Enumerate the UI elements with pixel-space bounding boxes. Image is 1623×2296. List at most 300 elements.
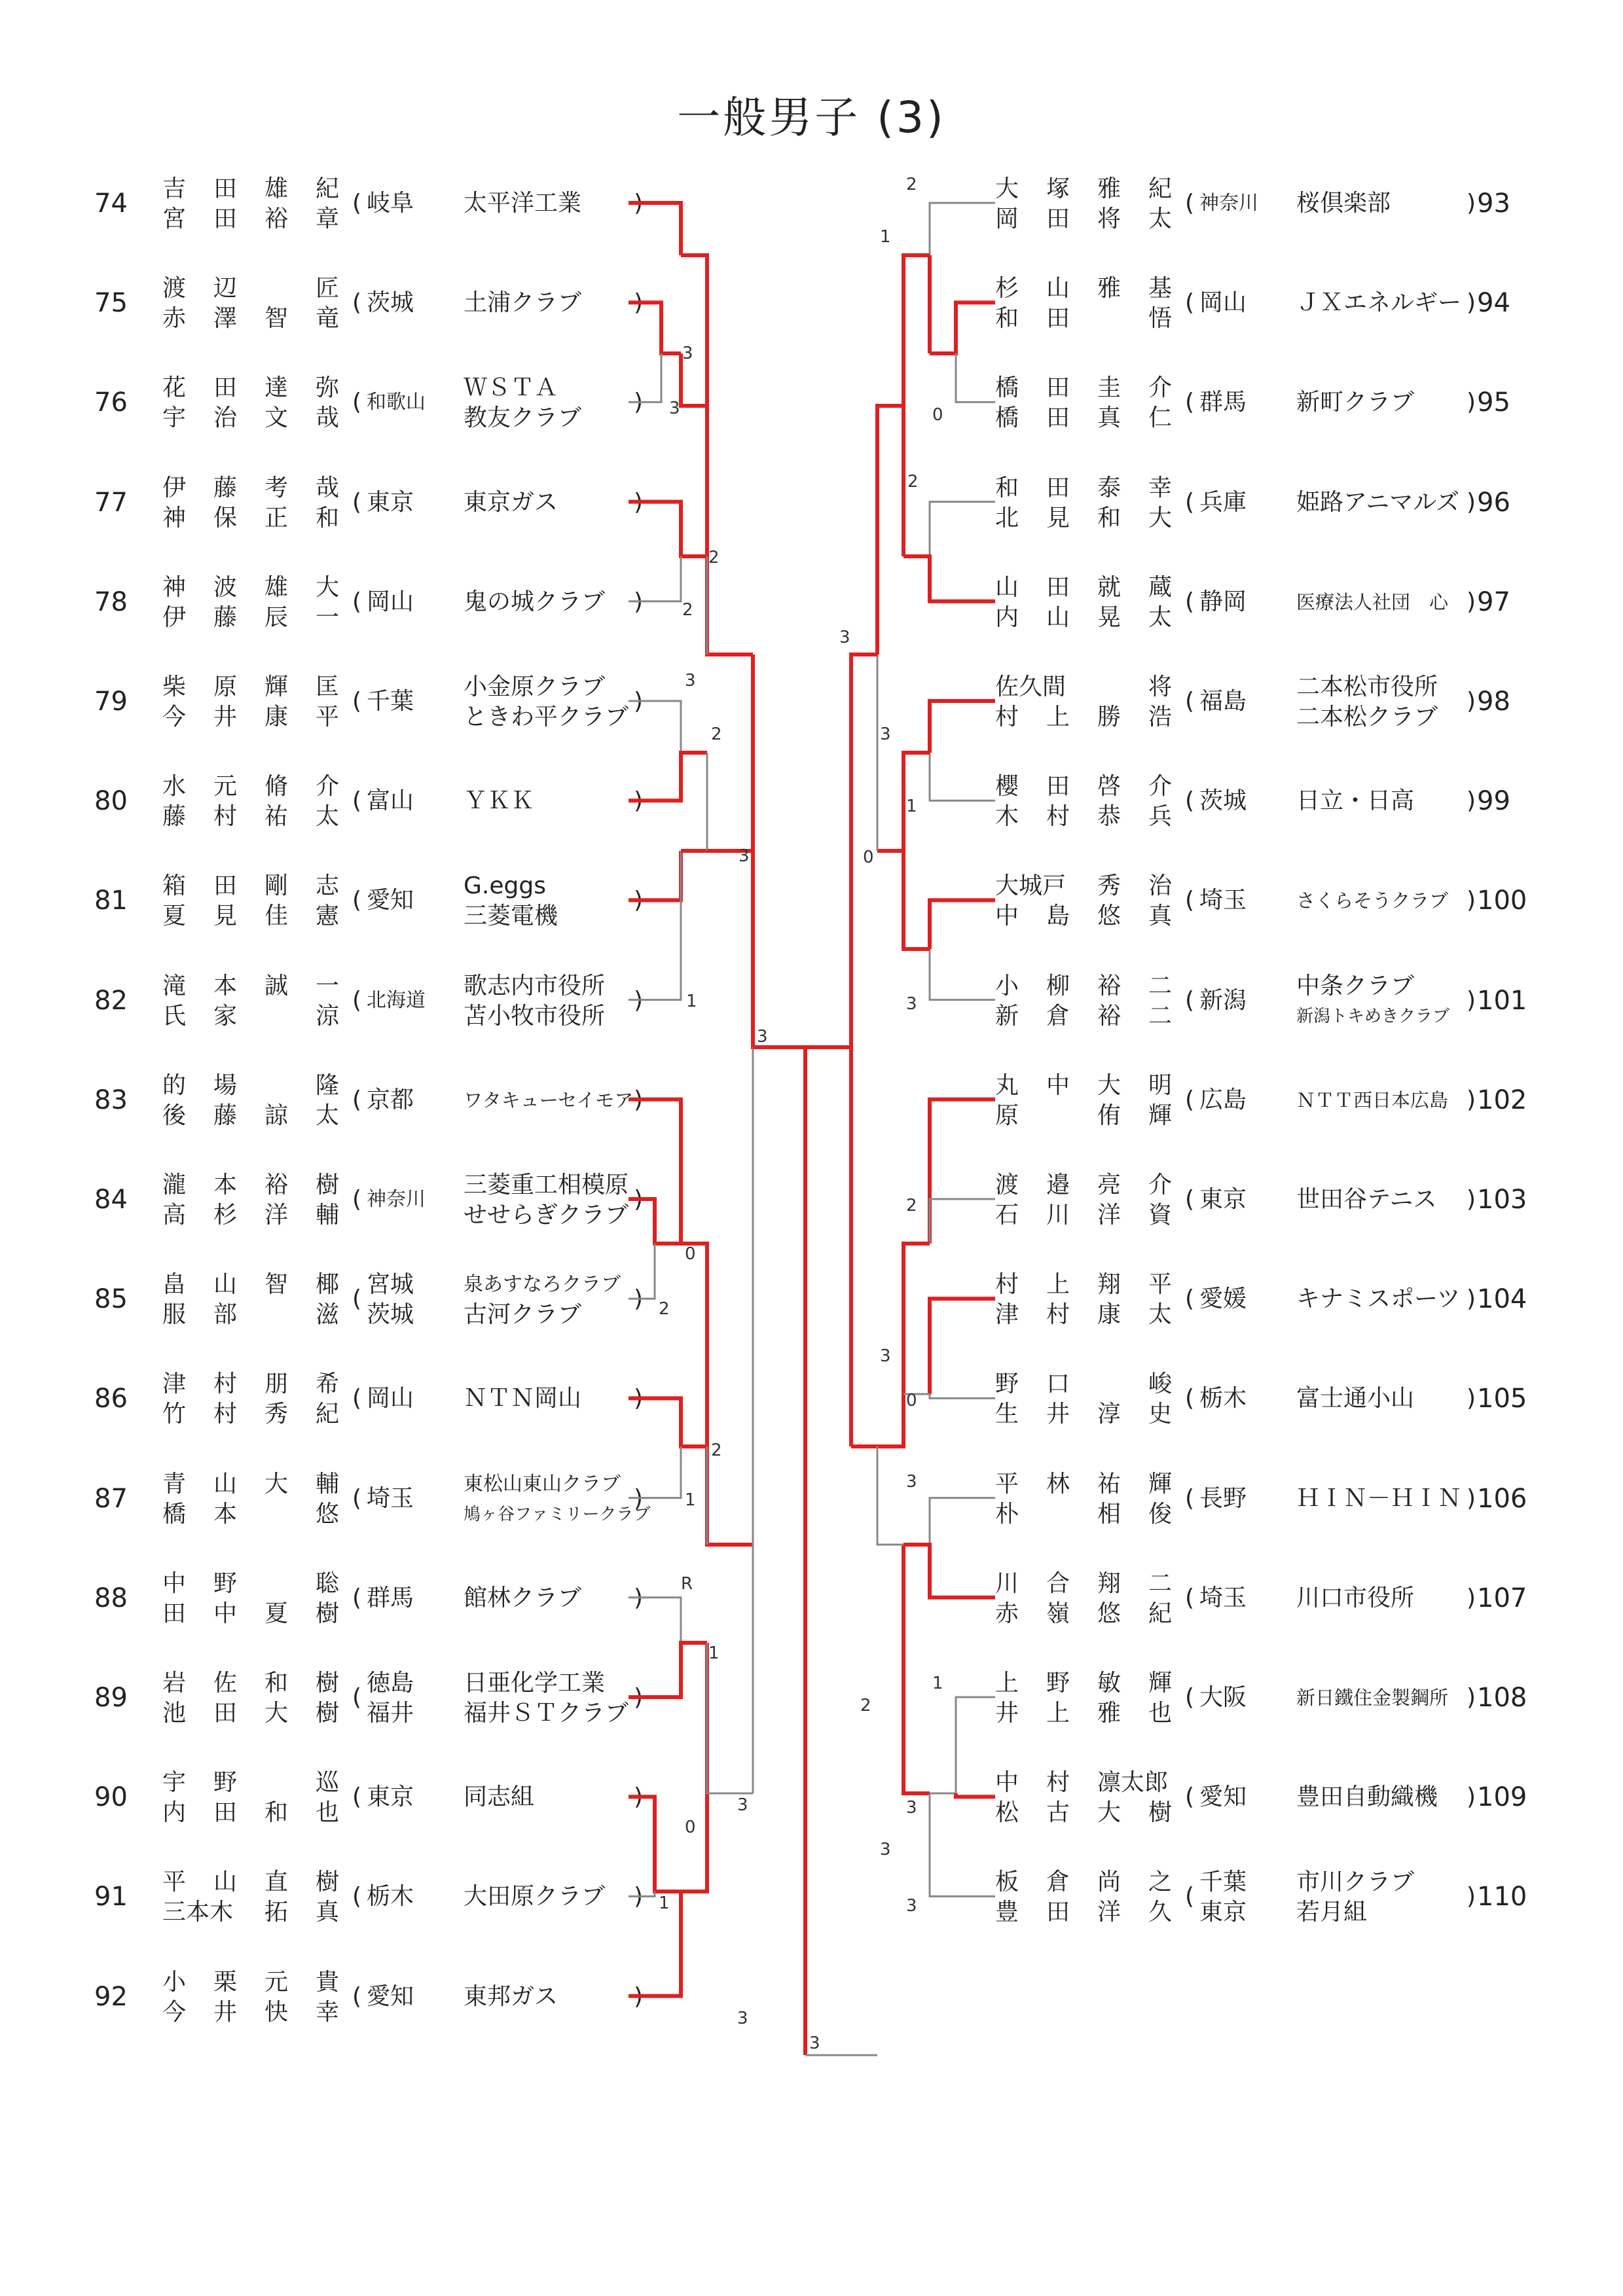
player-name-char: 山 (995, 573, 1019, 601)
player-name-char: 哉 (316, 404, 340, 432)
player-name-char: 涼 (316, 1002, 340, 1030)
club-name: さくらそうクラブ (1296, 889, 1449, 912)
paren-close-glyph: ) (1467, 1883, 1476, 1910)
player-name-char: 輝 (1148, 1102, 1173, 1129)
player-name-char: 蔵 (1148, 573, 1173, 601)
player-name-char: 樹 (316, 1600, 340, 1627)
score-label: 1 (932, 1674, 943, 1693)
player-name-char: 祐 (1097, 1470, 1122, 1498)
player-name-char: 勝 (1097, 704, 1122, 730)
entry-number: 93 (1477, 188, 1510, 219)
paren-close-glyph: ) (634, 1484, 644, 1512)
player-name-char: 上 (1046, 704, 1070, 730)
player-name-char: 基 (1148, 275, 1173, 302)
player-name-char: 紀 (316, 1401, 340, 1428)
player-name-char: 智 (264, 305, 289, 332)
player-name-char: 真 (1097, 404, 1122, 432)
paren-close-glyph: ) (634, 1086, 644, 1113)
paren-open-glyph: ( (1185, 787, 1195, 815)
paren-close-glyph: ) (1467, 887, 1476, 914)
bracket-line (629, 502, 707, 556)
player-name-char: 雅 (1097, 275, 1122, 302)
player-name-char: 上 (1046, 1700, 1070, 1727)
player-name-char: 康 (1097, 1301, 1122, 1329)
player-name-char: 伊 (162, 603, 187, 631)
player-name-char: 田 (1046, 773, 1070, 800)
score-label: 2 (659, 1299, 670, 1319)
player-name-char: 雅 (1097, 1700, 1122, 1727)
paren-close-glyph: ) (634, 787, 644, 815)
score-label: 3 (739, 846, 750, 866)
player-name-char: 辰 (264, 603, 289, 631)
player-name-char: 合 (1046, 1570, 1070, 1597)
player-name-char: 紀 (316, 175, 340, 202)
score-label: 1 (685, 1490, 696, 1510)
entry-number: 102 (1477, 1085, 1527, 1115)
final-line (805, 1047, 851, 1446)
player-name-char: 小 (162, 1968, 187, 1996)
player-name-char: 雄 (264, 175, 289, 202)
prefecture: 北海道 (367, 988, 426, 1012)
prefecture: 長野 (1199, 1484, 1247, 1512)
player-name-char: 野 (995, 1371, 1019, 1398)
player-name-char: 佐久間 (995, 673, 1067, 700)
prefecture: 富山 (367, 787, 414, 815)
player-name-char: 田 (213, 1700, 238, 1727)
player-name-char: 章 (316, 206, 340, 232)
player-name-char: 治 (213, 404, 238, 432)
player-name-char: 大 (264, 1470, 289, 1498)
paren-close-glyph: ) (1467, 1584, 1476, 1611)
paren-close-glyph: ) (634, 1982, 644, 2010)
paren-open-glyph: ( (352, 1584, 362, 1611)
bracket-line (629, 753, 707, 800)
player-name-char: 匡 (316, 673, 340, 700)
player-name-char: 内 (995, 603, 1019, 631)
player-name-char: 和 (264, 1670, 289, 1696)
player-name-char: 橋 (162, 1500, 187, 1528)
prefecture: 福井 (367, 1700, 414, 1727)
player-name-char: 田 (213, 1799, 238, 1827)
player-name-char: 太 (1148, 206, 1173, 232)
player-name-char: 之 (1148, 1869, 1173, 1896)
club-name: 中条クラブ (1296, 972, 1415, 999)
player-name-char: 俊 (1148, 1500, 1173, 1528)
player-name-char: 裕 (264, 1172, 289, 1198)
player-name-char: 佐 (213, 1670, 238, 1696)
player-name-char: 村 (213, 1401, 238, 1428)
player-name-char: 史 (1148, 1401, 1173, 1428)
player-name-char: 今 (162, 1998, 187, 2026)
score-label: 3 (906, 1798, 917, 1818)
paren-close-glyph: ) (634, 688, 644, 715)
player-name-char: 生 (995, 1401, 1019, 1428)
player-name-char: 村 (1046, 1769, 1070, 1797)
paren-open-glyph: ( (352, 887, 362, 914)
player-name-char: 櫻 (995, 773, 1019, 800)
bracket-line (629, 353, 661, 402)
player-name-char: 太 (1148, 1301, 1173, 1329)
player-name-char: 脩 (264, 773, 289, 800)
player-name-char: 藤 (213, 1102, 238, 1129)
entry-number: 80 (94, 786, 128, 817)
player-name-char: 洋 (1097, 1202, 1122, 1229)
player-name-char: 元 (213, 773, 238, 800)
bracket-line (629, 701, 681, 753)
player-name-char: 井 (213, 1998, 238, 2026)
player-name-char: 大 (316, 573, 340, 601)
player-name-char: 丸 (995, 1071, 1019, 1099)
club-name: 三菱電機 (464, 903, 558, 930)
paren-open-glyph: ( (352, 1086, 362, 1113)
club-name: 同志組 (464, 1784, 535, 1811)
player-name-char: 古 (1046, 1799, 1070, 1827)
club-name: 富士通小山 (1296, 1385, 1415, 1412)
entry-number: 77 (94, 487, 128, 518)
player-name-char: 椰 (316, 1271, 340, 1299)
player-name-char: 文 (264, 404, 289, 432)
player-name-char: 倉 (1046, 1002, 1070, 1030)
bracket-line (629, 1892, 655, 1896)
score-label: 2 (906, 1196, 917, 1215)
player-name-char: 赤 (995, 1600, 1019, 1627)
player-name-char: 柴 (162, 673, 187, 700)
club-name: 太平洋工業 (464, 190, 582, 217)
player-name-char: 淳 (1097, 1401, 1122, 1428)
player-name-char: 洋 (1097, 1899, 1122, 1926)
player-name-char: 輝 (1148, 1470, 1173, 1498)
player-name-char: 剛 (264, 872, 289, 900)
paren-open-glyph: ( (352, 190, 362, 217)
bracket-line (877, 1244, 930, 1446)
player-name-char: 山 (1046, 275, 1070, 302)
score-label: 0 (685, 1818, 696, 1837)
paren-close-glyph: ) (1467, 190, 1476, 217)
bracket-line (930, 701, 995, 753)
player-name-char: 浩 (1148, 704, 1173, 730)
score-label: 2 (711, 1441, 722, 1460)
paren-open-glyph: ( (1185, 588, 1195, 615)
entry-number: 86 (94, 1384, 128, 1414)
player-name-char: 山 (1046, 603, 1070, 631)
player-name-char: 竜 (316, 305, 340, 332)
player-name-char: 夏 (264, 1600, 289, 1627)
player-name-char: 大城戸 (995, 872, 1067, 900)
club-name: 古河クラブ (464, 1301, 582, 1329)
player-name-char: 花 (162, 374, 187, 402)
player-name-char: 田 (1046, 374, 1070, 402)
player-name-char: 泰 (1097, 474, 1122, 501)
player-name-char: 田 (1046, 305, 1070, 332)
player-name-char: 波 (213, 573, 238, 601)
club-name: 館林クラブ (464, 1584, 582, 1611)
paren-close-glyph: ) (1467, 688, 1476, 715)
bracket-line (903, 255, 930, 556)
club-name: キナミスポーツ (1296, 1285, 1461, 1313)
paren-close-glyph: ) (634, 1883, 644, 1910)
player-name-char: 今 (162, 704, 187, 730)
paren-close-glyph: ) (634, 986, 644, 1014)
player-name-char: 水 (162, 773, 187, 800)
final-score-label: 3 (809, 2034, 820, 2053)
prefecture: 岡山 (367, 1385, 414, 1412)
player-name-char: 田 (1046, 1899, 1070, 1926)
player-name-char: 山 (213, 1470, 238, 1498)
paren-close-glyph: ) (1467, 1684, 1476, 1711)
paren-close-glyph: ) (634, 1186, 644, 1213)
player-name-char: 誠 (264, 972, 289, 999)
player-name-char: 翔 (1097, 1271, 1122, 1299)
paren-open-glyph: ( (352, 1883, 362, 1910)
entry-number: 98 (1477, 687, 1510, 717)
player-name-char: 野 (213, 1769, 238, 1797)
entry-number: 75 (94, 288, 128, 319)
player-name-char: 太 (1148, 603, 1173, 631)
player-name-char: 宮 (162, 206, 187, 232)
club-name: ＪＸエネルギー (1296, 289, 1462, 317)
player-name-char: 本 (213, 1172, 238, 1198)
prefecture: 栃木 (367, 1883, 414, 1910)
entry-number: 104 (1477, 1284, 1527, 1315)
player-name-char: 三本木 (162, 1899, 234, 1926)
prefecture: 茨城 (367, 289, 414, 317)
paren-open-glyph: ( (1185, 389, 1195, 416)
player-name-char: 和 (316, 504, 340, 531)
entry-number: 109 (1477, 1782, 1527, 1813)
player-name-char: 橋 (995, 404, 1019, 432)
prefecture: 福島 (1199, 688, 1247, 715)
player-name-char: 塚 (1046, 175, 1070, 202)
player-name-char: 本 (213, 1500, 238, 1528)
player-name-char: 将 (1097, 206, 1122, 232)
club-name: 新町クラブ (1296, 389, 1415, 416)
bracket-line (629, 556, 681, 601)
player-name-char: 諒 (264, 1102, 289, 1129)
prefecture: 兵庫 (1199, 488, 1247, 516)
entry-number: 74 (94, 188, 128, 219)
player-name-char: 上 (995, 1670, 1019, 1696)
player-name-char: 資 (1148, 1202, 1173, 1229)
club-name: 桜倶楽部 (1296, 190, 1391, 217)
player-name-char: 小 (995, 972, 1019, 999)
paren-open-glyph: ( (352, 1684, 362, 1711)
player-name-char: 村 (213, 1371, 238, 1398)
paren-open-glyph: ( (1185, 688, 1195, 715)
entry-number: 108 (1477, 1683, 1527, 1713)
paren-open-glyph: ( (352, 389, 362, 416)
player-name-char: 田 (162, 1600, 187, 1627)
player-name-char: 巡 (316, 1769, 340, 1797)
player-name-char: 中 (995, 1769, 1019, 1797)
paren-close-glyph: ) (1467, 1086, 1476, 1113)
bracket-line (629, 1244, 655, 1299)
prefecture: 岡山 (367, 588, 414, 615)
player-name-char: 悠 (316, 1500, 340, 1528)
club-name: 鳩ヶ谷ファミリークラブ (464, 1504, 651, 1524)
player-name-char: 太 (316, 803, 340, 831)
club-name: 世田谷テニス (1296, 1186, 1437, 1213)
entry-number: 103 (1477, 1185, 1527, 1215)
player-name-char: 内 (162, 1799, 187, 1827)
player-name-char: 中 (162, 1570, 187, 1597)
paren-close-glyph: ) (634, 887, 644, 914)
prefecture: 埼玉 (1199, 1584, 1247, 1611)
club-name: 姫路アニマルズ (1296, 488, 1460, 516)
prefecture: 新潟 (1199, 986, 1247, 1014)
prefecture: 神奈川 (1199, 192, 1258, 215)
bracket-line (930, 949, 995, 1000)
bracket-line (930, 502, 995, 556)
entry-number: 105 (1477, 1384, 1527, 1414)
player-name-char: 平 (995, 1470, 1019, 1498)
paren-open-glyph: ( (352, 588, 362, 615)
player-name-char: 吉 (162, 175, 187, 202)
paren-open-glyph: ( (1185, 488, 1195, 516)
entry-number: 84 (94, 1185, 128, 1215)
score-label: 1 (708, 1643, 720, 1663)
prefecture: 茨城 (1199, 787, 1247, 815)
club-name: 苫小牧市役所 (464, 1002, 606, 1030)
club-name: ときわ平クラブ (464, 704, 629, 730)
paren-close-glyph: ) (1467, 588, 1476, 615)
player-name-char: 林 (1046, 1470, 1070, 1498)
player-name-char: 真 (316, 1899, 340, 1926)
player-name-char: 幸 (1148, 474, 1173, 501)
player-name-char: 樹 (316, 1700, 340, 1727)
bracket-line (629, 1797, 681, 1892)
paren-close-glyph: ) (1467, 1186, 1476, 1213)
player-name-char: 幸 (316, 1998, 340, 2026)
player-name-char: 太 (316, 1102, 340, 1129)
score-label: 0 (906, 1391, 917, 1410)
player-name-char: 杉 (213, 1202, 238, 1229)
score-label: 1 (686, 992, 697, 1011)
player-name-char: 石 (995, 1202, 1019, 1229)
prefecture: 宮城 (367, 1271, 414, 1299)
bracket-line (930, 1100, 995, 1244)
player-name-char: 裕 (264, 206, 289, 232)
player-name-char: 大 (995, 175, 1019, 202)
entry-number: 100 (1477, 886, 1527, 916)
club-name: 医療法人社団 心 (1296, 590, 1449, 613)
player-name-char: 相 (1097, 1500, 1122, 1528)
player-name-char: 樹 (316, 1670, 340, 1696)
prefecture: 千葉 (1199, 1869, 1247, 1896)
score-label: 3 (906, 1896, 917, 1916)
player-name-char: 兵 (1148, 803, 1173, 831)
bracket-line (930, 753, 995, 800)
prefecture: 徳島 (367, 1670, 414, 1696)
entry-number: 91 (94, 1882, 128, 1912)
bracket-line (629, 1398, 707, 1446)
bracket-line (930, 1299, 995, 1394)
player-name-char: 見 (1046, 504, 1070, 531)
player-name-char: 朋 (264, 1371, 289, 1398)
prefecture: 愛知 (1199, 1784, 1247, 1811)
club-name: 土浦クラブ (464, 289, 582, 317)
paren-close-glyph: ) (634, 1285, 644, 1313)
player-name-char: 也 (1148, 1700, 1173, 1727)
player-name-char: 瀧 (162, 1172, 187, 1198)
prefecture: 京都 (367, 1086, 414, 1113)
club-name: G.eggs (464, 872, 546, 900)
bracket-line (877, 753, 930, 851)
player-name-char: 田 (213, 206, 238, 232)
player-name-char: 田 (213, 872, 238, 900)
bracket-line (629, 1892, 681, 1996)
bracket-line (629, 203, 681, 255)
club-name: 教友クラブ (464, 404, 582, 432)
score-label: 2 (907, 472, 919, 492)
player-name-char: 場 (213, 1071, 238, 1099)
paren-close-glyph: ) (634, 588, 644, 615)
player-name-char: 畠 (162, 1271, 187, 1299)
score-label: 0 (685, 1244, 696, 1264)
paren-open-glyph: ( (1185, 1684, 1195, 1711)
player-name-char: 平 (162, 1869, 187, 1896)
player-name-char: 介 (1148, 1172, 1173, 1198)
prefecture: 神奈川 (367, 1188, 426, 1211)
player-name-char: 見 (213, 903, 238, 930)
club-name: 二本松クラブ (1296, 704, 1438, 730)
player-name-char: 岩 (162, 1670, 187, 1696)
player-name-char: 渡 (162, 275, 187, 302)
entry-number: 81 (94, 886, 128, 916)
prefecture: 東京 (1199, 1899, 1247, 1926)
player-name-char: 達 (264, 374, 289, 402)
player-name-char: 弥 (316, 374, 340, 402)
paren-open-glyph: ( (352, 1385, 362, 1412)
paren-close-glyph: ) (1467, 1484, 1476, 1512)
prefecture: 群馬 (367, 1584, 414, 1611)
player-name-char: 紀 (1148, 1600, 1173, 1627)
club-name: ＮＴＴ西日本広島 (1296, 1088, 1449, 1111)
player-name-char: 田 (1046, 404, 1070, 432)
paren-open-glyph: ( (352, 986, 362, 1014)
player-name-char: 志 (316, 872, 340, 900)
player-name-char: 柳 (1046, 972, 1070, 999)
player-name-char: 久 (1148, 1899, 1173, 1926)
club-name: 日亜化学工業 (464, 1670, 606, 1696)
score-label: 0 (932, 405, 943, 425)
player-name-char: 雄 (264, 573, 289, 601)
player-name-char: 中 (1046, 1071, 1070, 1099)
player-name-char: 哉 (316, 474, 340, 501)
entry-number: 89 (94, 1683, 128, 1713)
player-name-char: 山 (213, 1271, 238, 1299)
entry-number: 96 (1477, 487, 1510, 518)
player-name-char: 佳 (264, 903, 289, 930)
player-name-char: 快 (264, 1998, 289, 2026)
player-name-char: 夏 (162, 903, 187, 930)
paren-open-glyph: ( (352, 1484, 362, 1512)
bracket-line (707, 655, 753, 851)
entry-number: 79 (94, 687, 128, 717)
entry-number: 88 (94, 1583, 128, 1613)
player-name-char: 赤 (162, 305, 187, 332)
club-name: 豊田自動織機 (1296, 1784, 1438, 1811)
player-name-char: 樹 (1148, 1799, 1173, 1827)
paren-open-glyph: ( (1185, 986, 1195, 1014)
player-name-char: 池 (162, 1700, 187, 1727)
entry-number: 97 (1477, 586, 1510, 617)
score-label: 2 (860, 1696, 871, 1715)
bracket-line (707, 406, 753, 655)
club-name: 若月組 (1296, 1899, 1368, 1926)
bracket-line (629, 302, 681, 353)
bracket-line (930, 1199, 995, 1244)
bracket-line (956, 353, 995, 402)
